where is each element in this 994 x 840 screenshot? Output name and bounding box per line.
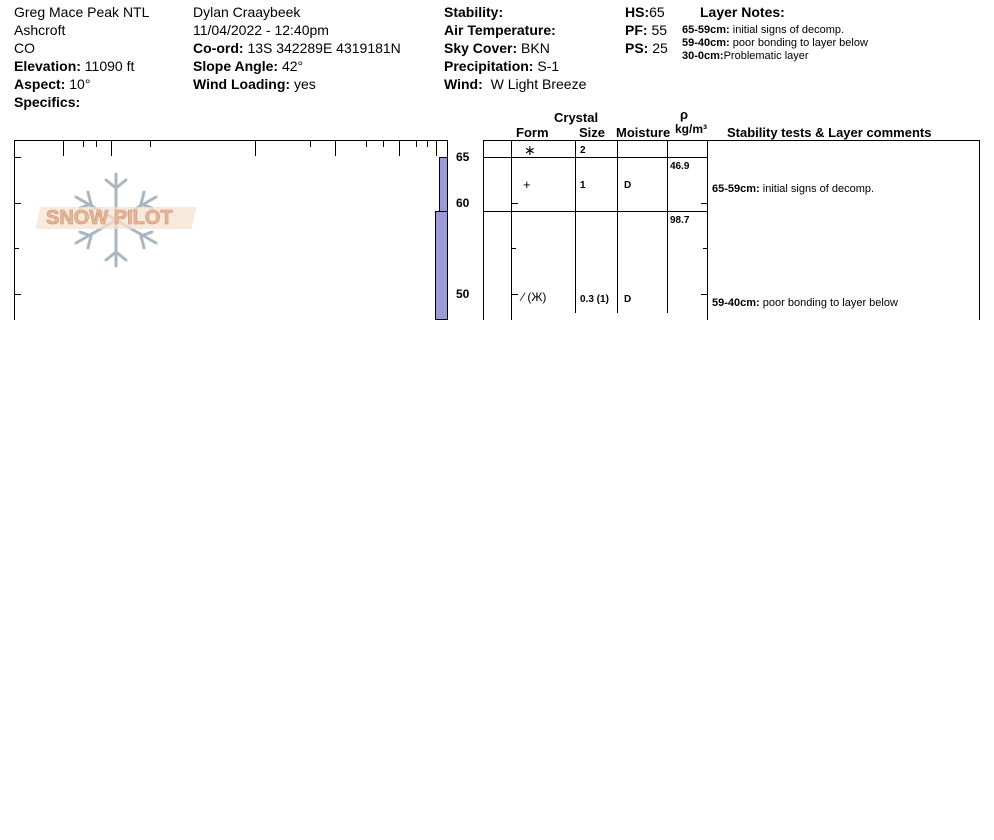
area-name: Ashcroft (14, 22, 66, 38)
comments-header: Stability tests & Layer comments (727, 125, 932, 140)
column-divider (667, 140, 668, 313)
column-divider (617, 140, 618, 313)
moisture-header: Moisture (616, 125, 671, 140)
pf-row (625, 21, 667, 39)
left-axis-tick (14, 294, 21, 295)
slope-value: 42° (281, 58, 304, 74)
top-axis-tick (335, 140, 336, 156)
pf-value: 55 (651, 22, 668, 38)
crystal-size: 0.3 (1) (580, 294, 609, 305)
precip-label: Precipitation: (444, 58, 534, 74)
aspect-row (14, 75, 90, 93)
layer-note-range: 59-40cm: (682, 37, 730, 49)
layer-note (682, 50, 809, 63)
layer-note-text: Problematic layer (723, 50, 809, 62)
aspect-value: 10° (69, 76, 91, 92)
top-axis-tick (96, 140, 97, 147)
crystal-form-symbol: + (523, 177, 531, 192)
logo-text: SNOW PILOT (46, 207, 173, 229)
layer-comment-text: initial signs of decomp. (762, 183, 875, 195)
hs-label: HS: (625, 4, 650, 20)
hs-row (625, 3, 665, 21)
table-top-border (483, 140, 980, 141)
depth-tick (511, 294, 518, 295)
crystal-form-symbol: ∗ (524, 142, 536, 158)
sky-value: BKN (521, 40, 550, 56)
stability-label: Stability: (444, 4, 504, 20)
row-divider (483, 211, 708, 212)
top-axis-tick (310, 140, 311, 147)
layer-notes-title: Layer Notes: (700, 4, 785, 20)
top-axis-tick (366, 140, 367, 147)
top-axis-tick (14, 140, 15, 156)
wind-loading-row (193, 75, 316, 93)
crystal-size: 1 (580, 180, 586, 191)
depth-tick (511, 248, 516, 249)
y-tick-label: 65 (456, 150, 470, 164)
depth-tick (703, 248, 707, 249)
y-tick-label: 50 (456, 287, 470, 301)
ps-row (625, 39, 668, 57)
density-unit-header: kg/m³ (675, 122, 708, 136)
crystal-form-symbol: ⁄ (Ж) (522, 290, 547, 304)
size-header: Size (579, 125, 606, 140)
elevation-label: Elevation: (14, 58, 81, 74)
top-axis-tick (83, 140, 84, 147)
table-left-border (483, 140, 484, 320)
depth-tick (701, 294, 707, 295)
precip-row (444, 57, 559, 75)
elevation-row (14, 57, 134, 75)
left-axis-tick (14, 157, 21, 158)
precip-value: S-1 (537, 58, 560, 74)
layer-note-range: 30-0cm: (682, 50, 724, 62)
row-divider (483, 157, 708, 158)
wind-loading-value: yes (293, 76, 316, 92)
layer-note-text: poor bonding to layer below (732, 37, 868, 49)
top-axis-tick (150, 140, 151, 147)
table-right-border (979, 140, 980, 320)
layer-note (682, 24, 844, 37)
ps-value: 25 (652, 40, 668, 56)
depth-tick (511, 203, 518, 204)
top-axis-tick (383, 140, 384, 147)
layer-note-text: initial signs of decomp. (732, 24, 845, 36)
wind-label: Wind: (444, 76, 483, 92)
slope-row (193, 57, 303, 75)
top-axis-tick (427, 140, 428, 147)
top-axis-tick (255, 140, 256, 156)
coord-label: Co-ord: (193, 40, 244, 56)
aspect-label: Aspect: (14, 76, 66, 92)
hardness-bar (439, 157, 448, 212)
chart-left-axis (14, 140, 15, 320)
depth-tick (701, 157, 707, 158)
top-axis-tick (63, 140, 64, 156)
top-axis-tick (111, 140, 112, 156)
observation-datetime: 11/04/2022 - 12:40pm (193, 22, 329, 38)
left-axis-tick (14, 203, 21, 204)
layer-note (682, 37, 868, 50)
crystal-size: 2 (580, 145, 586, 156)
wind-row (444, 75, 586, 93)
wind-loading-label: Wind Loading: (193, 76, 291, 92)
left-axis-tick (14, 248, 19, 249)
y-tick-label: 60 (456, 196, 470, 210)
air-temp-label: Air Temperature: (444, 22, 556, 38)
elevation-value: 11090 ft (84, 58, 135, 74)
column-divider (575, 140, 576, 313)
coord-row (193, 39, 401, 57)
ps-label: PS: (625, 40, 649, 56)
layer-comment (712, 297, 898, 310)
state-name: CO (14, 40, 35, 56)
layer-comment-text: poor bonding to layer below (762, 297, 898, 309)
pf-label: PF: (625, 22, 648, 38)
top-axis-tick (416, 140, 417, 147)
specifics-label: Specifics: (14, 94, 81, 110)
location-name: Greg Mace Peak NTL (14, 4, 150, 20)
crystal-header: Crystal (554, 110, 599, 125)
layer-comment (712, 183, 874, 196)
column-divider (707, 140, 708, 320)
wind-value: W Light Breeze (490, 76, 587, 92)
top-axis-tick (436, 140, 437, 156)
layer-comment-range: 65-59cm: (712, 183, 760, 195)
moisture-value: D (624, 180, 632, 191)
top-axis-tick (399, 140, 400, 156)
sky-label: Sky Cover: (444, 40, 518, 56)
slope-label: Slope Angle: (193, 58, 279, 74)
column-divider (511, 140, 512, 320)
layer-comment-range: 59-40cm: (712, 297, 760, 309)
sky-row (444, 39, 550, 57)
density-value: 98.7 (670, 215, 690, 226)
layer-note-range: 65-59cm: (682, 24, 730, 36)
hs-value: 65 (649, 4, 665, 20)
observer-name: Dylan Craaybeek (193, 4, 301, 20)
density-value: 46.9 (670, 161, 690, 172)
moisture-value: D (624, 294, 632, 305)
form-header: Form (516, 125, 549, 140)
hardness-bar (435, 211, 448, 320)
density-symbol-header: ρ (680, 107, 689, 122)
coord-value: 13S 342289E 4319181N (247, 40, 401, 56)
depth-tick (701, 203, 707, 204)
